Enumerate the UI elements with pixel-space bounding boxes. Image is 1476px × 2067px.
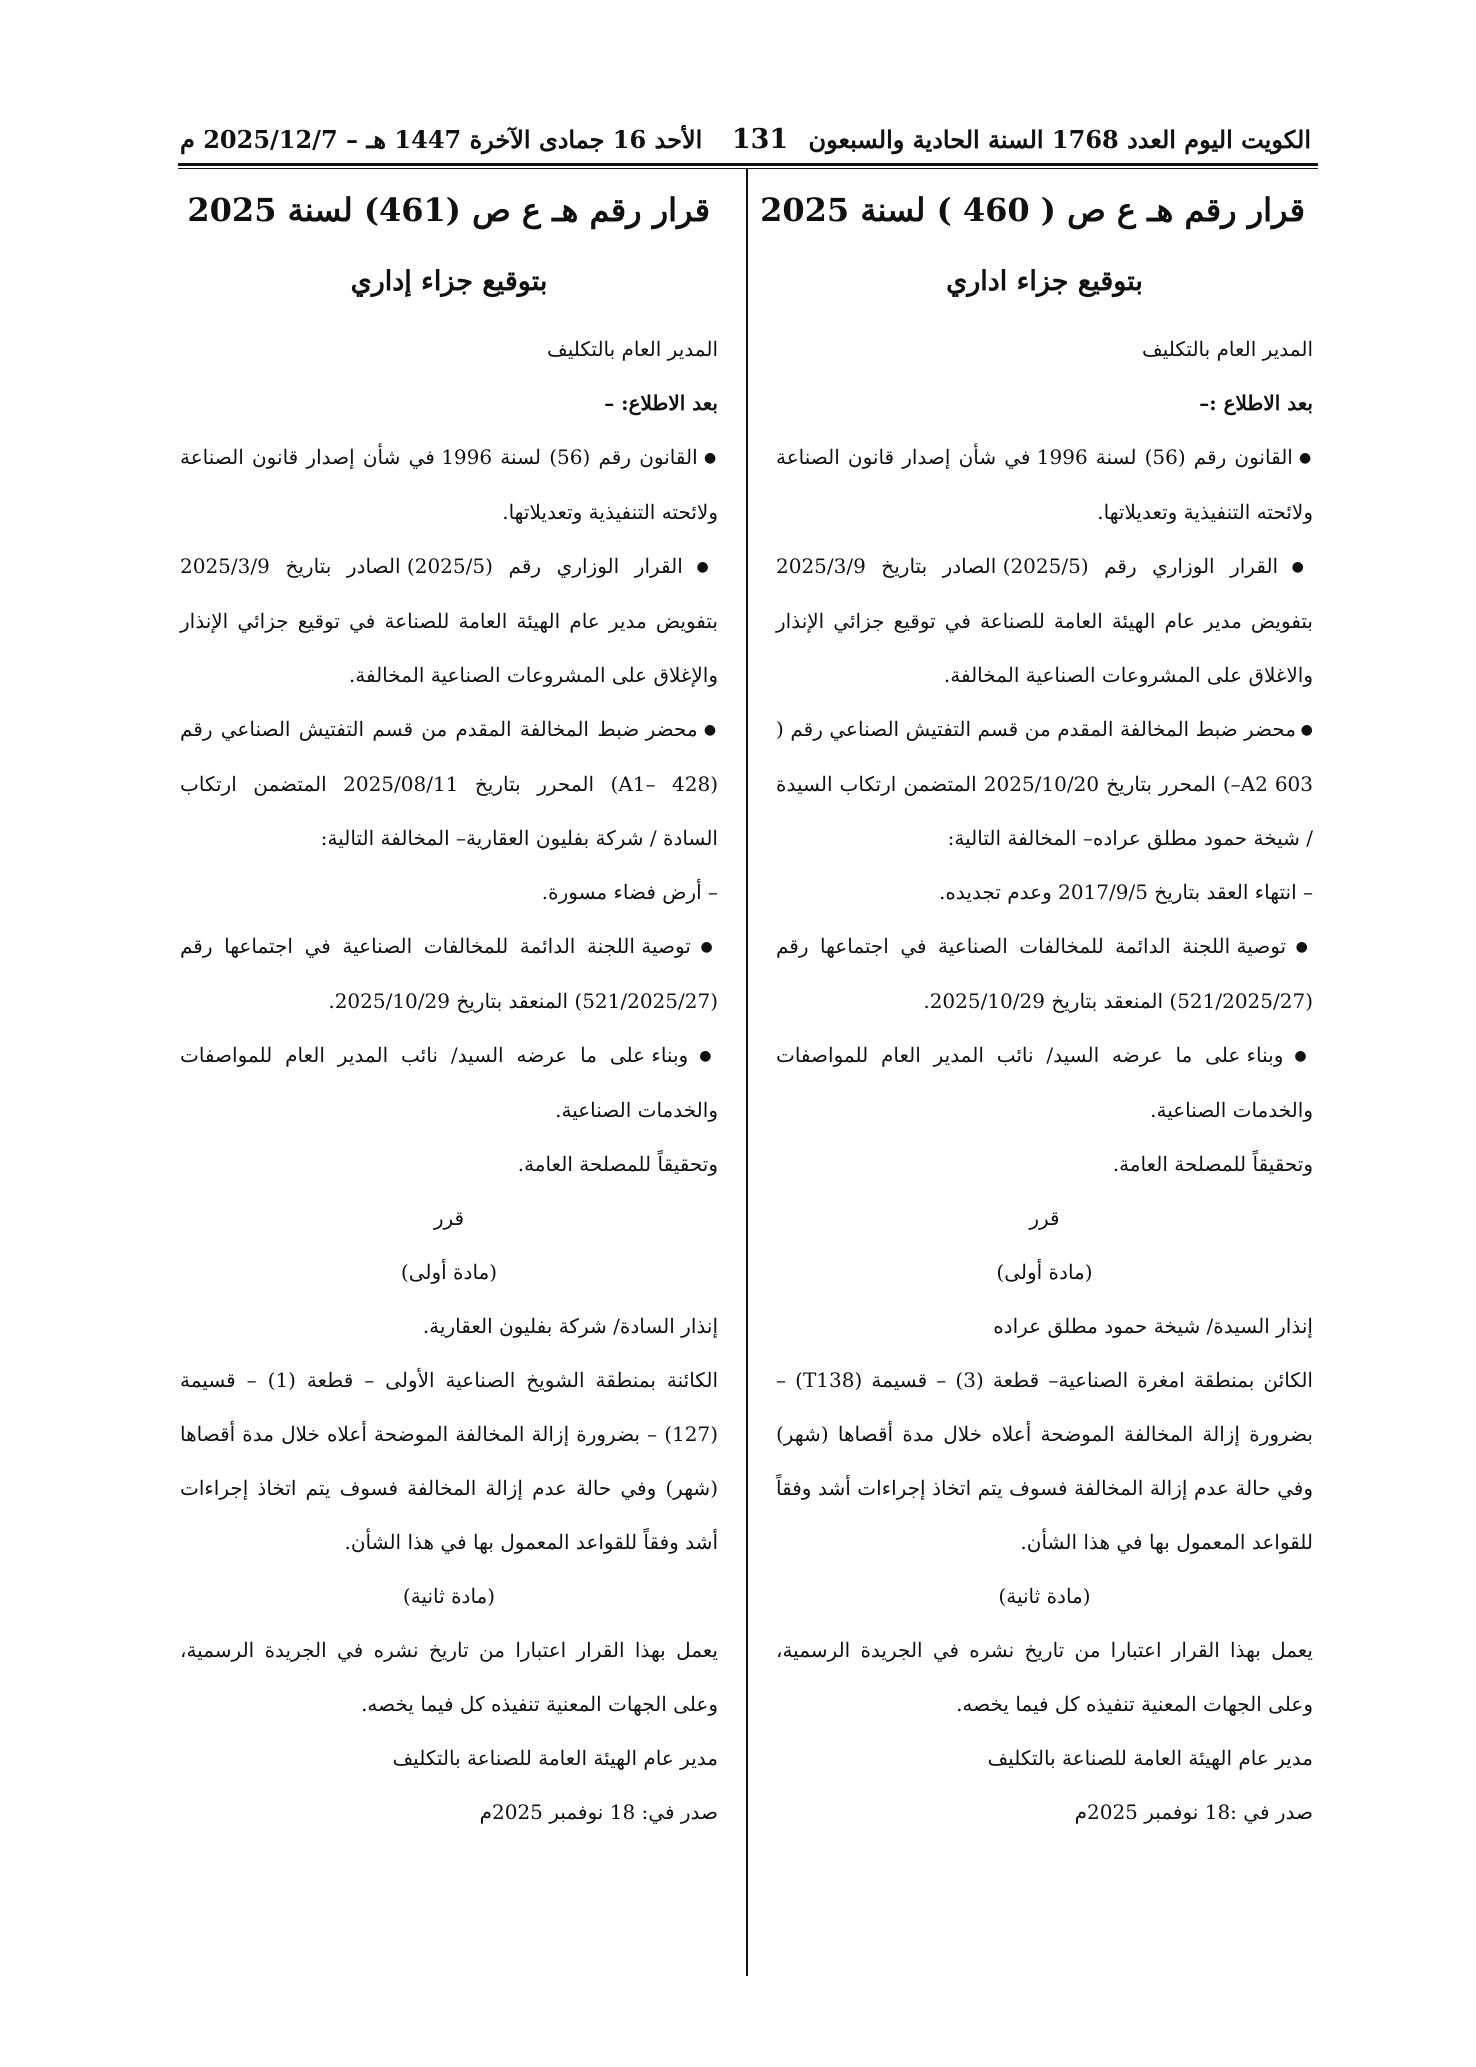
law-reference: ● القانون رقم (56) لسنة 1996 في شأن إصدار قانون الصناعة ولائحته التنفيذية وتعديلاتها. <box>180 430 718 539</box>
warning-addressee: إنذار السادة/ شركة بفليون العقارية. <box>422 1314 718 1338</box>
violation-description: – أرض فضاء مسورة. <box>541 880 718 904</box>
after-review: بعد الاطلاع: – <box>604 391 718 415</box>
decided-heading: قرر <box>1029 1206 1060 1230</box>
signature-line: مدير عام الهيئة العامة للصناعة بالتكليف <box>987 1746 1313 1770</box>
inspection-report: ● محضر ضبط المخالفة المقدم من قسم التفتيش الصناعي رقم (428 –A1) المحرر بتاريخ 2025/08/11 المتضمن ارتكاب السادة / شركة بفليون العقارية– المخالفة التالية: <box>180 702 718 865</box>
public-interest: وتحقيقاً للمصلحة العامة. <box>517 1152 718 1176</box>
page-number: 131 <box>731 124 789 155</box>
decision-subtitle: بتوقيع جزاء إداري <box>350 266 548 297</box>
header-rule-thick <box>178 163 1318 166</box>
decision-461 <box>180 178 718 1839</box>
decision-title: قرار رقم هـ ع ص ( 460 ) لسنة 2025 <box>760 191 1305 229</box>
decision-title: قرار رقم هـ ع ص (461) لسنة 2025 <box>187 191 710 229</box>
inspection-report: ● محضر ضبط المخالفة المقدم من قسم التفتيش الصناعي رقم ( A2 603–) المحرر بتاريخ 2025/10/20 المتضمن ارتكاب السيدة / شيخة حمود مطلق عراده– المخالفة التالية: <box>776 702 1313 865</box>
article-two-body: يعمل بهذا القرار اعتبارا من تاريخ نشره في الجريدة الرسمية، وعلى الجهات المعنية تنفيذه كل فيما يخصه. <box>776 1638 1313 1716</box>
opener: المدير العام بالتكليف <box>1142 337 1313 361</box>
column-divider <box>746 168 748 1976</box>
article-one-heading: (مادة أولى) <box>400 1260 498 1284</box>
issue-date-line: صدر في: 18 نوفمبر 2025م <box>479 1800 718 1824</box>
decision-460 <box>760 178 1314 1839</box>
signature-line: مدير عام الهيئة العامة للصناعة بالتكليف <box>392 1746 718 1770</box>
decision-subtitle: بتوقيع جزاء اداري <box>946 266 1143 297</box>
article-one-body: الكائن بمنطقة امغرة الصناعية– قطعة (3) – قسيمة (T138) – بضرورة إزالة المخالفة الموضحة أعلاه خلال مدة أقصاها (شهر) وفي حالة عدم إزالة المخالفة فسوف يتم اتخاذ إجراءات أشد وفقاً للقواعد المعمول بها في هذا الشأن. <box>776 1368 1313 1554</box>
presentation-basis: ● وبناء على ما عرضه السيد/ نائب المدير العام للمواصفات والخدمات الصناعية. <box>180 1028 718 1137</box>
warning-addressee: إنذار السيدة/ شيخة حمود مطلق عراده <box>993 1314 1313 1338</box>
decided-heading: قرر <box>433 1206 465 1230</box>
ministerial-reference: ● القرار الوزاري رقم (2025/5) الصادر بتاريخ 2025/3/9 بتفويض مدير عام الهيئة العامة للصناعة في توقيع جزائي الإنذار والاغلاق على المشروعات الصناعية المخالفة. <box>776 539 1313 702</box>
article-one-heading: (مادة أولى) <box>996 1260 1093 1284</box>
public-interest: وتحقيقاً للمصلحة العامة. <box>1112 1152 1313 1176</box>
committee-recommendation: ● توصية اللجنة الدائمة للمخالفات الصناعية في اجتماعها رقم (521/2025/27) المنعقد بتاريخ 2025/10/29. <box>776 919 1313 1028</box>
law-reference: ● القانون رقم (56) لسنة 1996 في شأن إصدار قانون الصناعة ولائحته التنفيذية وتعديلاتها. <box>776 430 1313 539</box>
article-two-heading: (مادة ثانية) <box>998 1584 1091 1608</box>
violation-description: – انتهاء العقد بتاريخ 2017/9/5 وعدم تجديده. <box>939 880 1313 904</box>
ministerial-reference: ● القرار الوزاري رقم (2025/5) الصادر بتاريخ 2025/3/9 بتفويض مدير عام الهيئة العامة للصناعة في توقيع جزائي الإنذار والإغلاق على المشروعات الصناعية المخالفة. <box>180 539 718 702</box>
opener: المدير العام بالتكليف <box>547 337 718 361</box>
presentation-basis: ● وبناء على ما عرضه السيد/ نائب المدير العام للمواصفات والخدمات الصناعية. <box>776 1028 1313 1137</box>
issue-date: الأحد 16 جمادى الآخرة 1447 هـ – 2025/12/7 م <box>180 125 703 154</box>
after-review: بعد الاطلاع :– <box>1199 391 1313 415</box>
committee-recommendation: ● توصية اللجنة الدائمة للمخالفات الصناعية في اجتماعها رقم (521/2025/27) المنعقد بتاريخ 2025/10/29. <box>180 919 718 1028</box>
article-one-body: الكائنة بمنطقة الشويخ الصناعية الأولى – قطعة (1) – قسيمة (127) – بضرورة إزالة المخالفة الموضحة أعلاه خلال مدة أقصاها (شهر) وفي حالة عدم إزالة المخالفة فسوف يتم اتخاذ إجراءات أشد وفقاً للقواعد المعمول بها في هذا الشأن. <box>180 1368 718 1554</box>
journal-issue: الكويت اليوم العدد 1768 السنة الحادية والسبعون <box>808 125 1311 154</box>
issue-date-line: صدر في :18 نوفمبر 2025م <box>1074 1800 1313 1824</box>
article-two-body: يعمل بهذا القرار اعتبارا من تاريخ نشره في الجريدة الرسمية، وعلى الجهات المعنية تنفيذه كل فيما يخصه. <box>180 1638 719 1716</box>
header-rule-thin <box>178 168 1318 169</box>
article-two-heading: (مادة ثانية) <box>402 1584 496 1608</box>
